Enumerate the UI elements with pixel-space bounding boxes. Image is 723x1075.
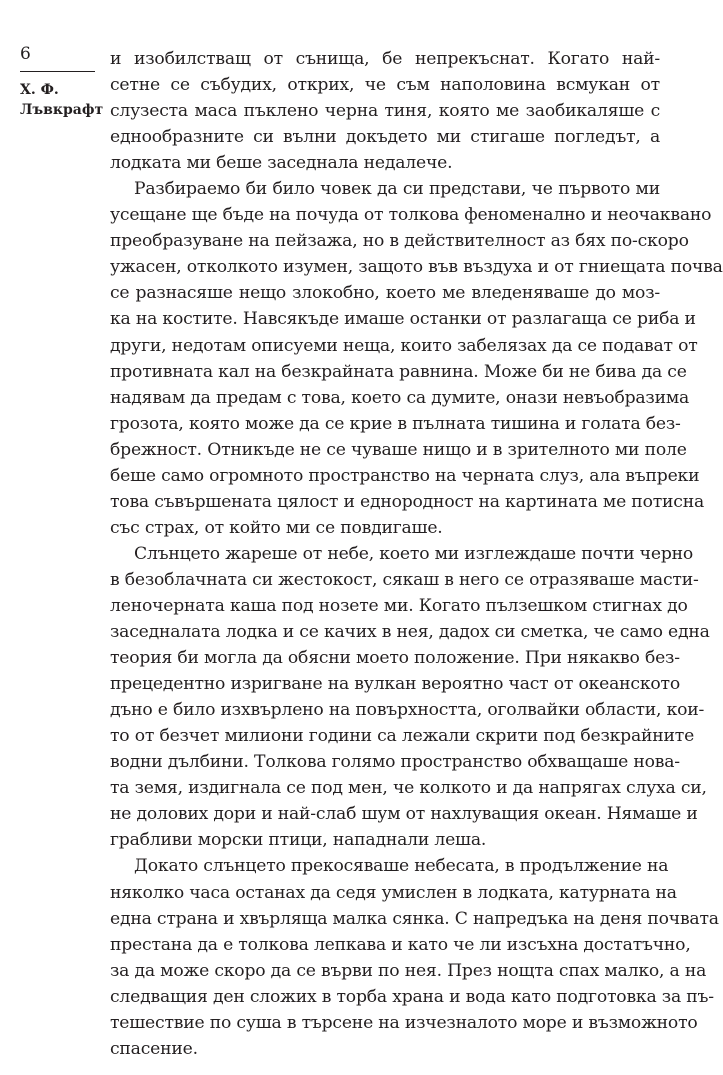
text-line: прецедентно изригване на вулкан вероятно част от океанското [110,674,681,695]
paragraph [110,46,660,176]
text-line: грозота, която може да се крие в пълната тишина и голата без- [110,413,681,434]
text-line: грабливи морски птици, нападнали леша. [110,830,487,851]
running-head-author [20,80,104,120]
body-text [110,46,723,1062]
text-line: Слънцето жареше от небе, което ми изглеждаше почти черно [134,543,694,564]
text-line: еднообразните си вълни докъдето ми стигаше погледът, а [110,127,660,148]
text-line: това съвършената цялост и еднородност на картината ме потисна [110,491,705,512]
text-line: сетне се събудих, открих, че съм наполовина всмукан от [110,75,660,96]
text-line: тешествие по суша в търсене на изчезналото море и възможното [110,1012,698,1033]
text-line: противната кал на безкрайната равнина. Може би не бива да се [110,361,687,382]
text-line: се разнасяше нещо злокобно, което ме вледеняваше до моз- [110,283,660,304]
text-line: не долових дори и най-слаб шум от нахлуващия океан. Нямаше и [110,804,698,825]
text-line: леночерната каша под нозете ми. Когато пълзешком стигнах до [110,595,688,616]
text-line: престана да е толкова лепкава и като че ли изсъхна достатъчно, [110,934,691,955]
text-line: дъно е било изхвърлено на повърхността, оголвайки области, кои- [110,700,705,721]
text-line: та земя, издигнала се под мен, че колкото и да напрягах слуха си, [110,778,707,799]
text-line: ужасен, отколкото изумен, защото във въздуха и от гниещата почва [110,257,723,278]
author-surname: Лъвкрафт [20,102,104,118]
page-number: 6 [20,44,31,64]
paragraph [110,541,710,854]
text-line: надявам да предам с това, което са думите, онази невъобразима [110,387,690,408]
text-line: то от безчет милиони години са лежали скрити под безкрайните [110,726,695,747]
text-line: теория би могла да обясни моето положение. При някакво без- [110,648,680,669]
text-line: усещане ще бъде на почуда от толкова феноменално и неочаквано [110,205,712,226]
text-line: за да може скоро да се върви по нея. През нощта спах малко, а на [110,960,707,981]
paragraph [110,853,719,1061]
text-line: заседналата лодка и се качих в нея, дадох си сметка, че само една [110,622,710,643]
text-line: една страна и хвърляща малка сянка. С напредъка на деня почвата [110,908,719,929]
header-divider [20,71,95,72]
text-line: в безоблачната си жестокост, сякаш в него се отразяваше масти- [110,569,699,590]
text-line: слузеста маса пъклено черна тиня, която ме заобикаляше с [110,101,660,122]
paragraph [110,176,723,541]
text-line: лодката ми беше заседнала недалече. [110,153,453,174]
text-line: други, недотам описуеми неща, които забелязах да се подават от [110,335,698,356]
text-line: следващия ден сложих в торба храна и вода като подготовка за пъ- [110,986,714,1007]
text-line: водни дълбини. Толкова голямо пространство обхващаше нова- [110,752,680,773]
text-line: няколко часа останах да седя умислен в лодката, катурната на [110,882,677,903]
text-line: със страх, от който ми се повдигаше. [110,517,443,538]
text-line: и изобилстващ от сънища, бе непрекъснат. Когато най- [110,49,660,69]
text-line: беше само огромното пространство на черната слуз, ала въпреки [110,465,700,486]
text-line: ка на костите. Навсякъде имаше останки от разлагаща се риба и [110,309,696,330]
author-initials: Х. Ф. [20,82,59,98]
text-line: брежност. Отникъде не се чуваше нищо и в зрителното ми поле [110,439,687,460]
text-line: преобразуване на пейзажа, но в действителност аз бях по-скоро [110,231,689,252]
text-line: спасение. [110,1038,198,1059]
text-line: Разбираемо би било човек да си представи, че първото ми [134,179,660,200]
text-line: Докато слънцето прекосяваше небесата, в продължение на [134,856,669,877]
